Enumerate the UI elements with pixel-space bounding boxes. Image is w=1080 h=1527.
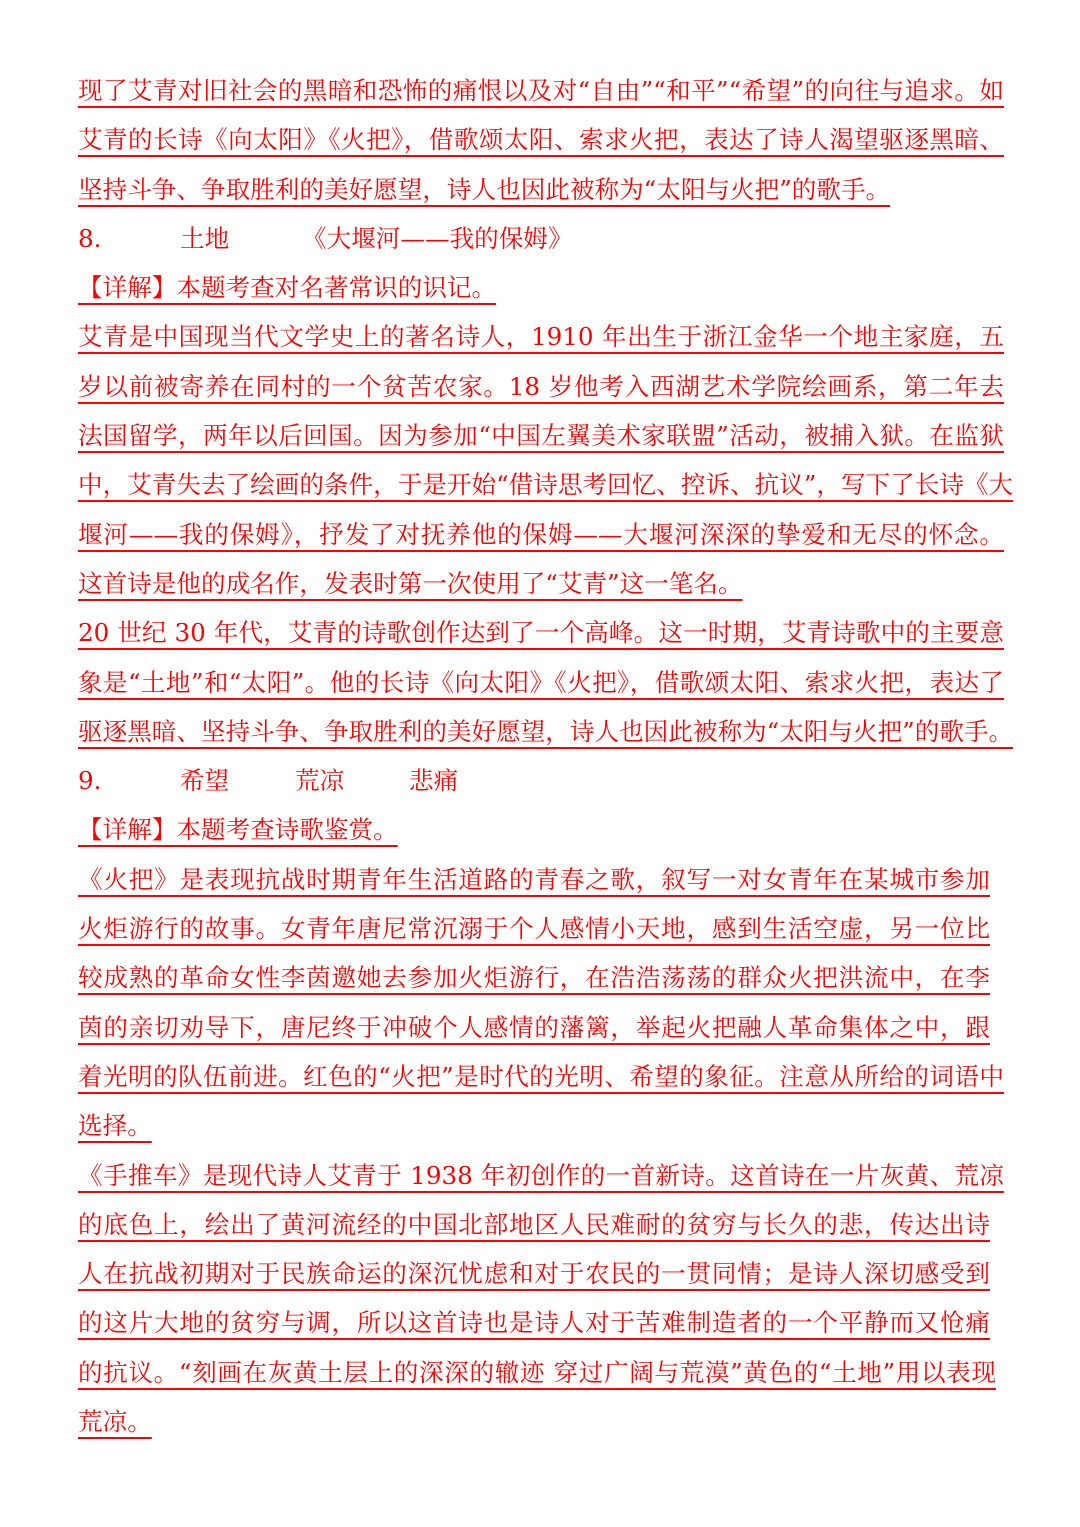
text-line [78,510,1008,559]
answer-blank-2: 荒凉 [295,766,345,796]
text-line [78,263,1008,312]
text-line [78,559,1008,608]
text-line [78,1348,1008,1397]
text-line [78,707,1014,756]
text-line [78,411,1008,460]
text-line [78,1200,1008,1249]
paragraph-text: 20 世纪 30 年代，艾青的诗歌创作达到了一个高峰。这一时期，艾青诗歌中的主要意 [78,618,1004,648]
answer-row-8 [78,214,573,263]
detail-heading: 【详解】本题考查对名著常识的识记。 [78,273,497,303]
paragraph-text: 坚持斗争、争取胜利的美好愿望，诗人也因此被称为“太阳与火把”的歌手。 [78,174,891,204]
paragraph-text: 较成熟的革命女性李茵邀她去参加火炬游行，在浩浩荡荡的群众火把洪流中，在李 [78,963,990,993]
text-line [78,1003,1008,1052]
answer-blank-2: 《大堰河——我的保姆》 [302,223,573,253]
text-line [78,608,1008,657]
paragraph-text: 艾青的长诗《向太阳》《火把》，借歌颂太阳、索求火把，表达了诗人渴望驱逐黑暗、 [78,125,1004,155]
paragraph-text: 堰河——我的保姆》，抒发了对抚养他的保姆——大堰河深深的挚爱和无尽的怀念。 [78,519,1004,549]
paragraph-text: 《火把》是表现抗战时期青年生活道路的青春之歌，叙写一对女青年在某城市参加 [78,864,990,894]
text-line [78,460,1014,509]
answer-blank-1: 土地 [180,223,230,253]
detail-heading: 【详解】本题考查诗歌鉴赏。 [78,815,398,845]
paragraph-text: 这首诗是他的成名作，发表时第一次使用了“艾青”这一笔名。 [78,568,743,598]
paragraph-text: 艾青是中国现当代文学史上的著名诗人，1910 年出生于浙江金华一个地主家庭，五 [78,322,1004,352]
answer-row-9 [78,756,458,805]
text-line [78,953,1008,1002]
answer-blank-1: 希望 [180,766,230,796]
paragraph-text: 荒凉。 [78,1407,152,1437]
text-line [78,904,1008,953]
paragraph-text: 《手推车》是现代诗人艾青于 1938 年初创作的一首新诗。这首诗在一片灰黄、荒凉 [78,1160,1004,1190]
paragraph-text: 的底色上，绘出了黄河流经的中国北部地区人民难耐的贫穷与长久的悲，传达出诗 [78,1209,990,1239]
text-line [78,1151,1008,1200]
text-line [78,165,1008,214]
text-line [78,855,1008,904]
paragraph-text: 驱逐黑暗、坚持斗争、争取胜利的美好愿望，诗人也因此被称为“太阳与火把”的歌手。 [78,716,1014,746]
text-line [78,1249,1008,1298]
paragraph-text: 火炬游行的故事。女青年唐尼常沉溺于个人感情小天地，感到生活空虚，另一位比 [78,914,990,944]
paragraph-text: 现了艾青对旧社会的黑暗和恐怖的痛恨以及对“自由”“和平”“希望”的向往与追求。如 [78,76,1004,105]
question-number: 9. [78,766,102,796]
paragraph-text: 选择。 [78,1111,152,1141]
text-line [78,1101,1008,1150]
text-line [78,115,1008,164]
paragraph-text: 的抗议。“刻画在灰黄土层上的深深的辙迹 穿过广阔与荒漠”黄色的“土地”用以表现 [78,1357,996,1387]
text-line [78,362,1008,411]
paragraph-text: 法国留学，两年以后回国。因为参加“中国左翼美术家联盟”活动，被捕入狱。在监狱 [78,421,1004,451]
document-page [78,66,1014,1446]
paragraph-text: 象是“土地”和“太阳”。他的长诗《向太阳》《火把》，借歌颂太阳、索求火把，表达了 [78,667,1004,697]
text-line [78,1052,1008,1101]
question-number: 8. [78,223,102,253]
paragraph-text: 人在抗战初期对于民族命运的深沉忧虑和对于农民的一贯同情；是诗人深切感受到 [78,1259,990,1289]
text-line [78,658,1008,707]
paragraph-text: 岁以前被寄养在同村的一个贫苦农家。18 岁他考入西湖艺术学院绘画系，第二年去 [78,371,1004,401]
answer-blank-3: 悲痛 [409,766,459,796]
text-line [78,1397,1008,1446]
paragraph-text: 的这片大地的贫穷与调，所以这首诗也是诗人对于苦难制造者的一个平静而又怆痛 [78,1308,990,1338]
text-line [78,312,1008,361]
text-line [78,805,1008,854]
paragraph-text: 中，艾青失去了绘画的条件，于是开始“借诗思考回忆、控诉、抗议”，写下了长诗《大 [78,470,1014,500]
text-line [78,66,1008,115]
paragraph-text: 着光明的队伍前进。红色的“火把”是时代的光明、希望的象征。注意从所给的词语中 [78,1061,1004,1091]
paragraph-text: 茵的亲切劝导下，唐尼终于冲破个人感情的藩篱，举起火把融人革命集体之中，跟 [78,1012,990,1042]
text-line [78,1298,1008,1347]
